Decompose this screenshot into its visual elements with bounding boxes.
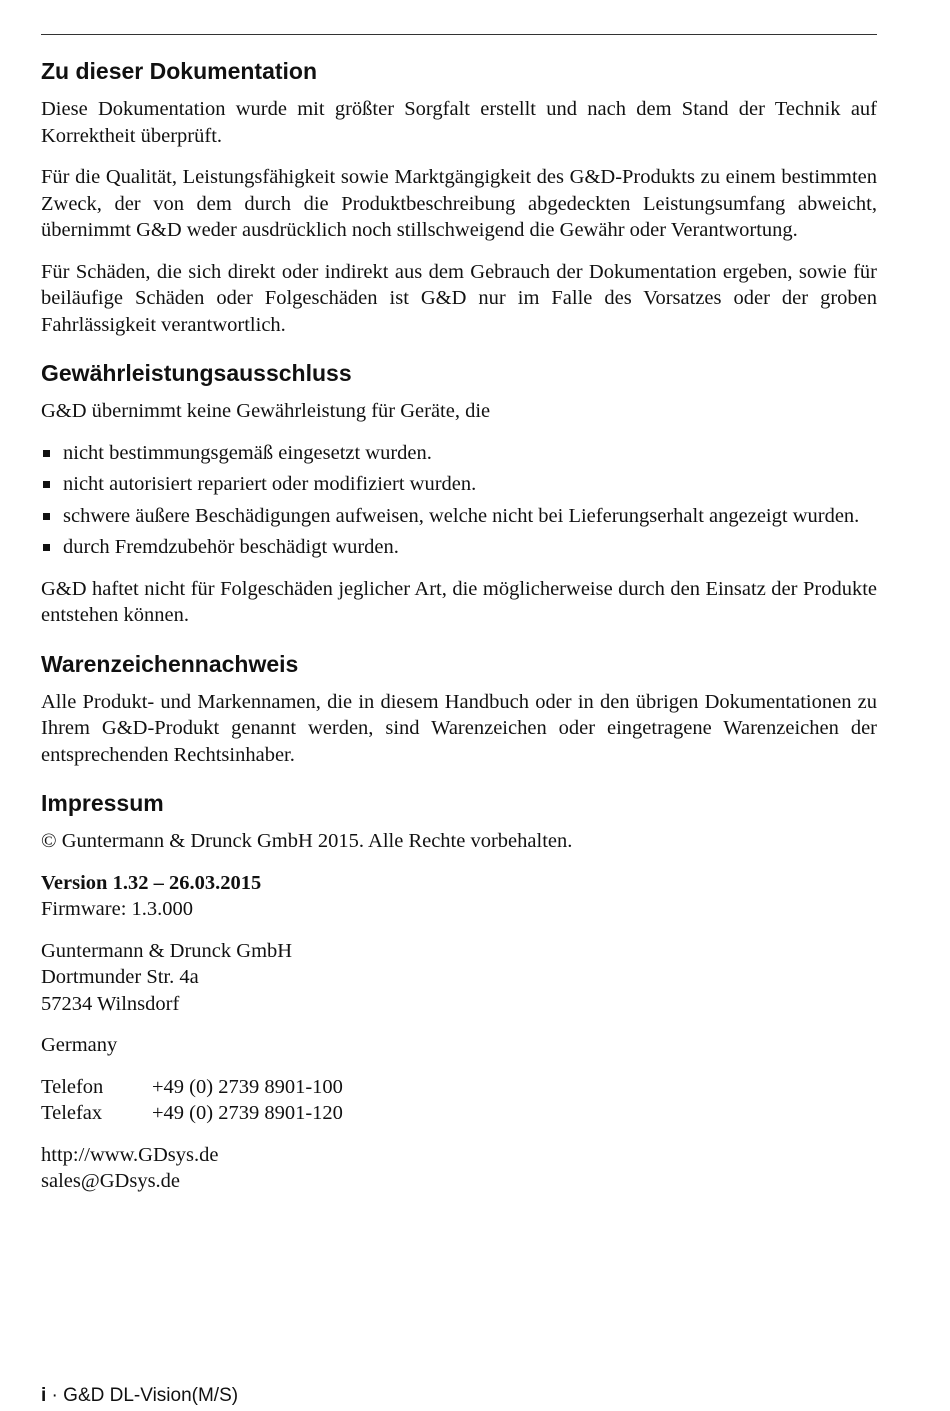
phone-label: Telefon bbox=[41, 1075, 104, 1098]
warranty-outro: G&D haftet nicht für Folgeschäden jeglicher Art, die möglicherweise durch den Einsatz der Produkte entstehen können. bbox=[41, 577, 877, 626]
bullet-icon bbox=[43, 513, 50, 520]
company-name: Guntermann & Drunck GmbH bbox=[41, 939, 293, 962]
firmware-label: Firmware: 1.3.000 bbox=[41, 898, 194, 920]
website-link[interactable]: http://www.GDsys.de bbox=[41, 1143, 219, 1166]
page-content bbox=[41, 56, 877, 1210]
bullet-icon bbox=[43, 544, 50, 551]
doc-paragraph-2: Für die Qualität, Leistungsfähigkeit sowie Marktgängigkeit des G&D-Produkts zu einem bestimmten Zweck, der von dem durch die Produktbeschreibung abgedeckten Leistungsumfang abweicht, übernimmt G&D weder ausdrücklich noch stillschweigend die Gewähr oder Verantwortung. bbox=[41, 166, 877, 241]
contact-web-block bbox=[41, 1142, 877, 1195]
list-item: nicht bestimmungsgemäß eingesetzt wurden. bbox=[41, 440, 877, 467]
email-link[interactable]: sales@GDsys.de bbox=[41, 1170, 181, 1192]
list-item: schwere äußere Beschädigungen aufweisen, welche nicht bei Lieferungserhalt angezeigt wurden. bbox=[41, 503, 877, 530]
warranty-intro: G&D übernimmt keine Gewährleistung für Geräte, die bbox=[41, 400, 491, 422]
bullet-icon bbox=[43, 450, 50, 457]
phone-row bbox=[41, 1074, 877, 1101]
trademark-paragraph: Alle Produkt- und Markennamen, die in diesem Handbuch oder in den übrigen Dokumentationen zu Ihrem G&D-Produkt genannt werden, sind Warenzeichen oder eingetragene Warenzeichen der entsprechenden Rechtsinhaber. bbox=[41, 690, 877, 766]
bullet-icon bbox=[43, 481, 50, 488]
version-label: Version 1.32 – 26.03.2015 bbox=[41, 871, 262, 894]
heading-warranty: Gewährleistungsausschluss bbox=[41, 360, 352, 386]
phone-number: +49 (0) 2739 8901-100 bbox=[152, 1075, 343, 1098]
heading-documentation: Zu dieser Dokumentation bbox=[41, 58, 318, 84]
list-item: nicht autorisiert repariert oder modifiziert wurden. bbox=[41, 471, 877, 498]
heading-imprint: Impressum bbox=[41, 790, 164, 816]
heading-trademark: Warenzeichennachweis bbox=[41, 650, 299, 677]
list-item: durch Fremdzubehör beschädigt wurden. bbox=[41, 534, 877, 561]
copyright-notice: © Guntermann & Drunck GmbH 2015. Alle Rechte vorbehalten. bbox=[41, 830, 573, 852]
doc-paragraph-1: Diese Dokumentation wurde mit größter Sorgfalt erstellt und nach dem Stand der Technik auf Korrektheit überprüft. bbox=[41, 98, 877, 147]
doc-paragraph-3: Für Schäden, die sich direkt oder indirekt aus dem Gebrauch der Dokumentation ergeben, sowie für beiläufige Schäden oder Folgeschäden ist G&D nur im Falle des Vorsatzes oder der groben Fahrlässigkeit verantwortlich. bbox=[41, 260, 877, 336]
footer-title: G&D DL-Vision(M/S) bbox=[63, 1385, 239, 1406]
fax-number: +49 (0) 2739 8901-120 bbox=[152, 1102, 343, 1124]
page-number: i bbox=[41, 1385, 47, 1406]
top-rule bbox=[41, 34, 877, 35]
page-footer bbox=[41, 1384, 238, 1408]
warranty-list bbox=[41, 440, 877, 561]
version-block bbox=[41, 870, 877, 923]
country: Germany bbox=[41, 1034, 118, 1056]
fax-label: Telefax bbox=[41, 1102, 103, 1124]
address-block bbox=[41, 938, 877, 1018]
fax-row bbox=[41, 1100, 877, 1127]
contact-phone-block bbox=[41, 1074, 877, 1127]
city-address: 57234 Wilnsdorf bbox=[41, 992, 180, 1015]
footer-separator: · bbox=[46, 1385, 64, 1406]
street-address: Dortmunder Str. 4a bbox=[41, 966, 199, 988]
